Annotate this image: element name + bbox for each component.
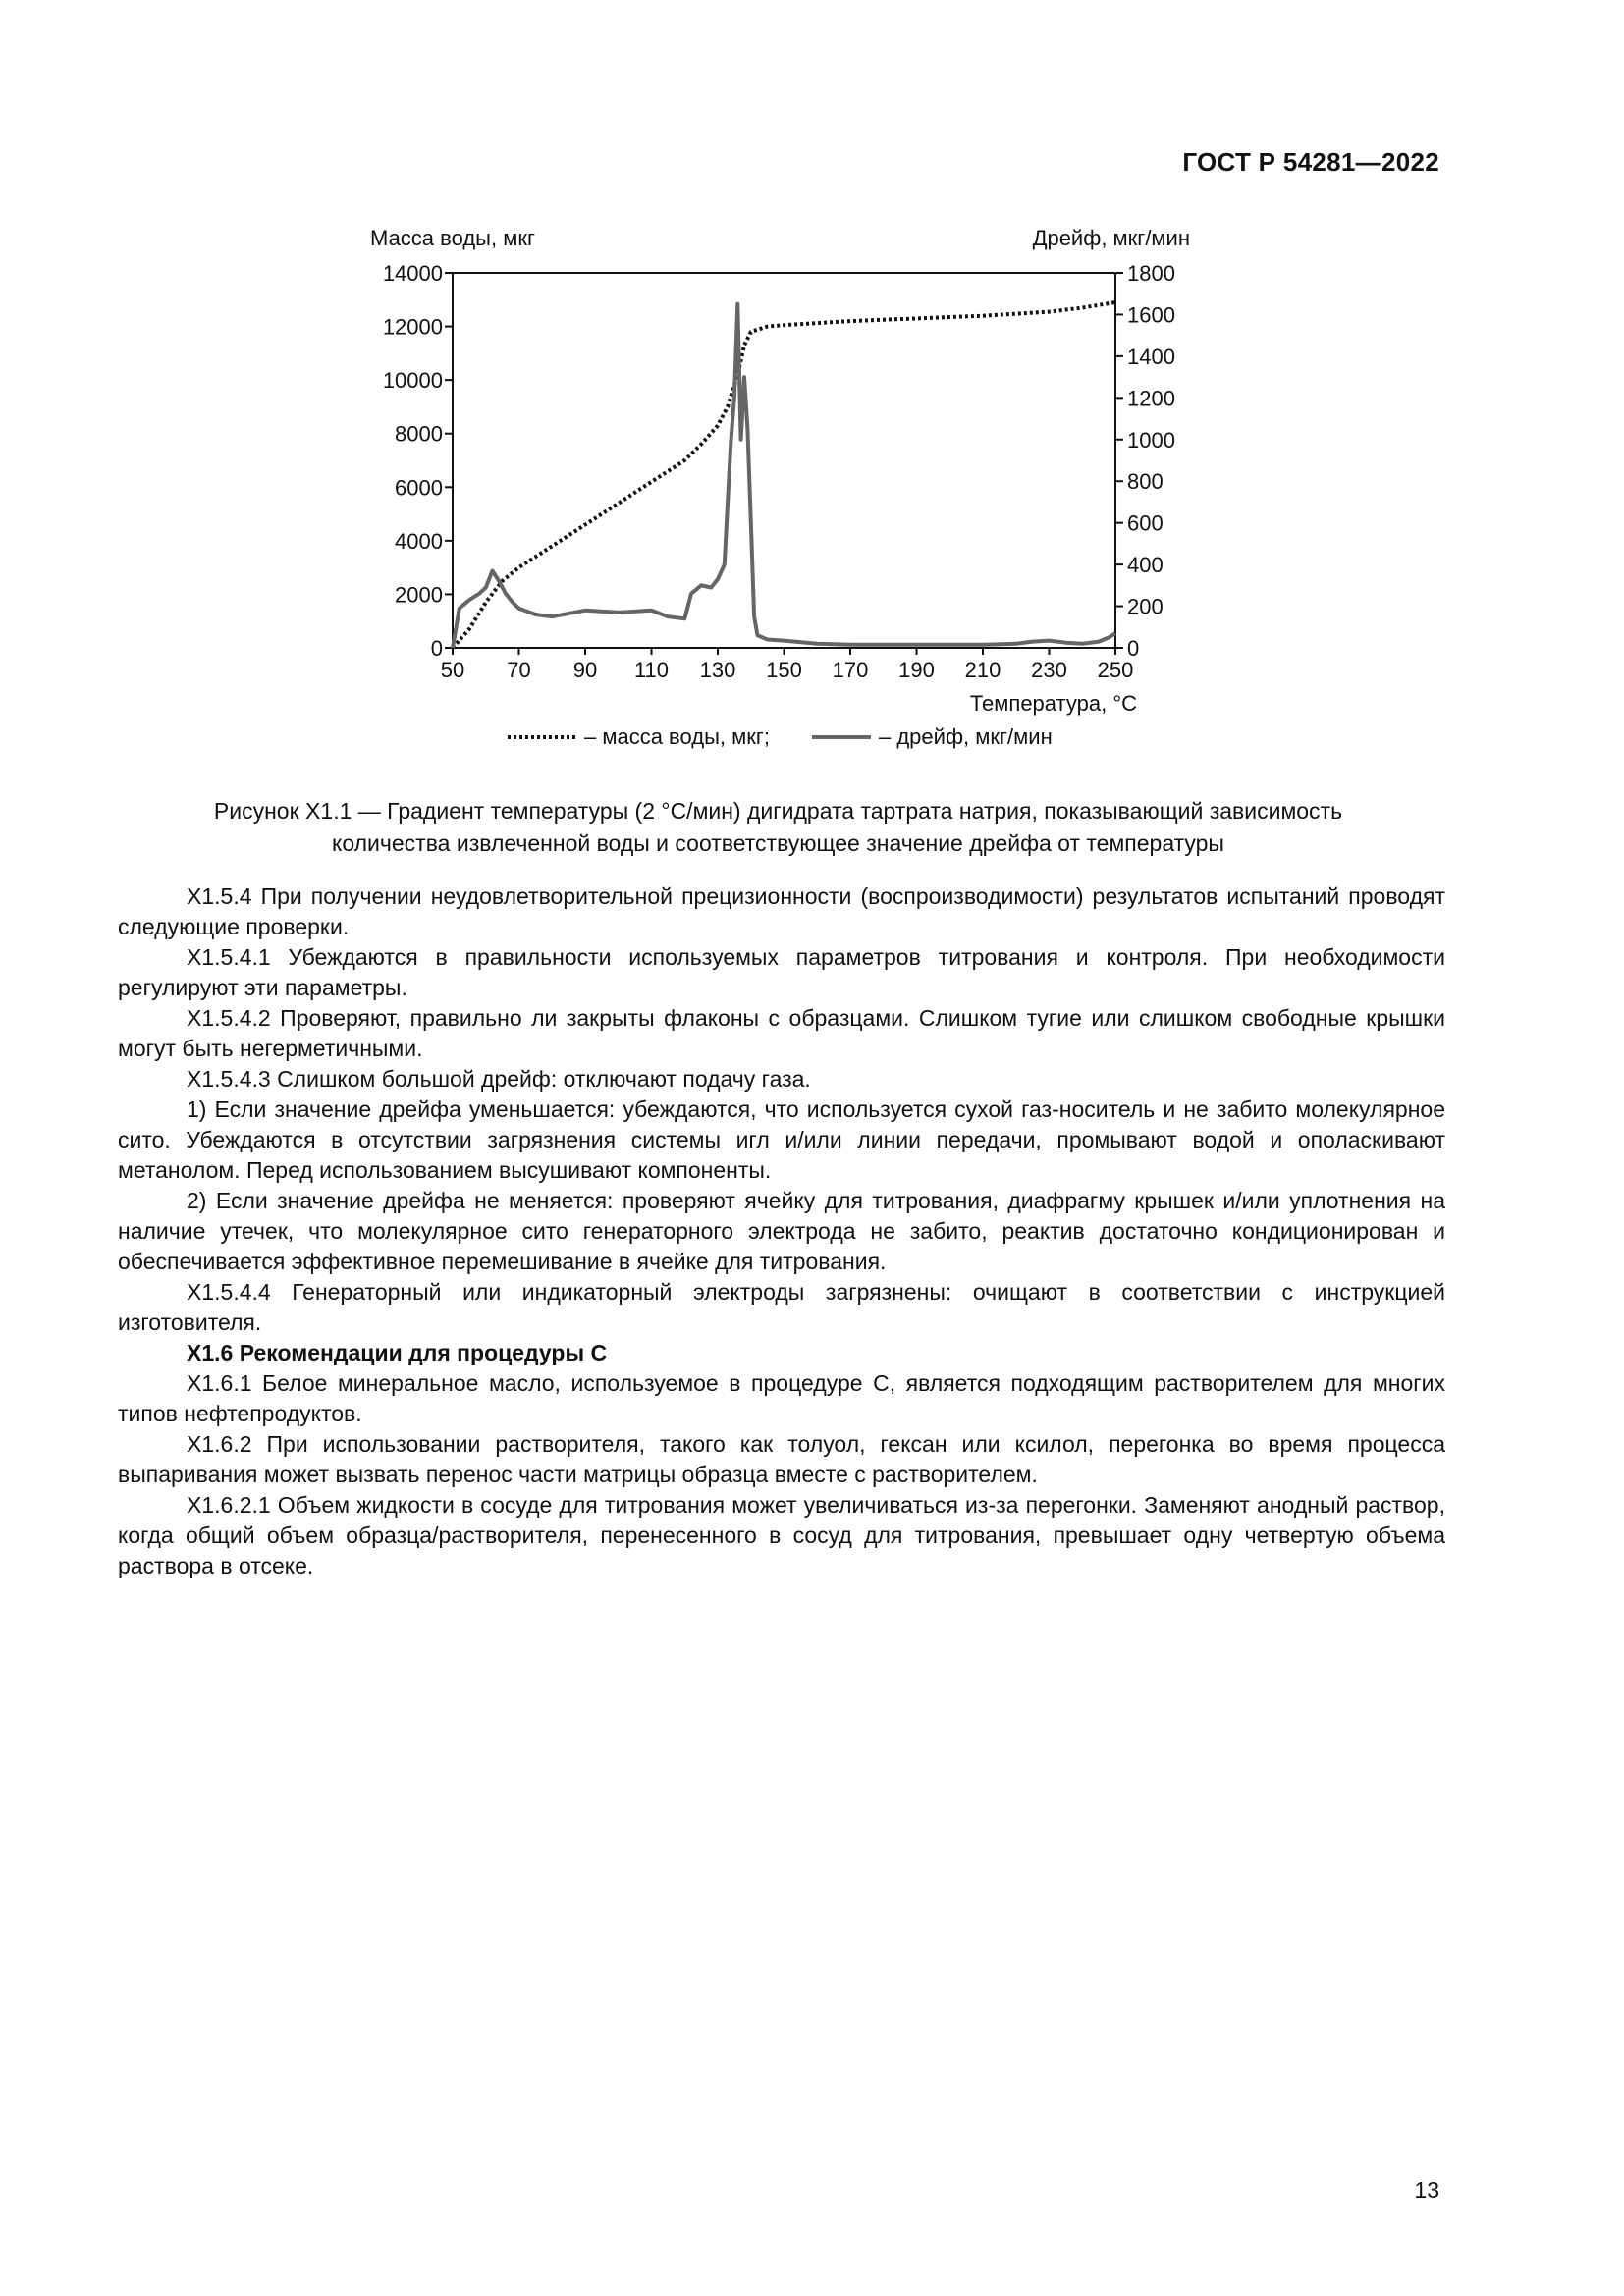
x-tick-label: 130 [699, 658, 736, 682]
drift-series-line [453, 304, 1115, 648]
y-right-tick-label: 1000 [1127, 427, 1175, 453]
y-right-tick-label: 0 [1127, 636, 1140, 661]
document-header: ГОСТ Р 54281—2022 [1182, 147, 1439, 177]
paragraph: X1.6.2.1 Объем жидкости в сосуде для титрования может увеличиваться из-за перегонки. Заменяют анодный раствор, когда общий объем образца/растворителя, перенесенного в сосуд для титрования, превышает одну четвертую объема раствора в отсеке. [118, 1492, 1445, 1578]
paragraph: X1.6.1 Белое минеральное масло, используемое в процедуре C, является подходящим растворителем для многих типов нефтепродуктов. [118, 1370, 1445, 1426]
body-text [118, 881, 1445, 1581]
x-tick-label: 250 [1097, 658, 1134, 682]
section-heading: X1.6 Рекомендации для процедуры C [187, 1340, 608, 1365]
paragraph: X1.5.4 При получении неудовлетворительной прецизионности (воспроизводимости) результатов испытаний проводят следующие проверки. [118, 883, 1445, 939]
caption-line-1: Рисунок X1.1 — Градиент температуры (2 °С/мин) дигидрата тартрата натрия, показывающий зависимость [213, 798, 1343, 824]
y-left-tick-label: 14000 [382, 261, 443, 286]
chart-svg [349, 224, 1193, 774]
y-right-tick-label: 1800 [1127, 261, 1175, 286]
paragraph: X1.5.4.1 Убеждаются в правильности используемых параметров титрования и контроля. При необходимости регулируют эти параметры. [118, 944, 1445, 1000]
paragraph: X1.5.4.3 Слишком большой дрейф: отключают подачу газа. [187, 1066, 811, 1092]
x-tick-label: 190 [898, 658, 935, 682]
figure-chart [349, 224, 1193, 774]
caption-line-2: количества извлеченной воды и соответствующее значение дрейфа от температуры [332, 830, 1224, 856]
x-tick-label: 90 [572, 658, 598, 682]
x-tick-label: 150 [766, 658, 802, 682]
x-tick-label: 170 [832, 658, 869, 682]
paragraph: X1.5.4.2 Проверяют, правильно ли закрыты флаконы с образцами. Слишком тугие или слишком свободные крышки могут быть негерметичными. [118, 1005, 1445, 1061]
y-left-tick-label: 6000 [395, 475, 443, 501]
figure-caption [118, 795, 1438, 860]
paragraph: X1.6.2 При использовании растворителя, такого как толуол, гексан или ксилол, перегонка во время процесса выпаривания может вызвать перенос части матрицы образца вместе с растворителем. [118, 1431, 1445, 1487]
y-right-tick-label: 1200 [1127, 386, 1175, 411]
x-tick-label: 210 [964, 658, 1001, 682]
x-tick-label: 110 [633, 658, 670, 682]
y-left-tick-label: 10000 [382, 368, 443, 394]
paragraph: X1.5.4.4 Генераторный или индикаторный электроды загрязнены: очищают в соответствии с инструкцией изготовителя. [118, 1279, 1445, 1335]
y-right-tick-label: 600 [1127, 510, 1164, 536]
legend-label-water-mass: – масса воды, мкг; [584, 724, 771, 749]
paragraph: 2) Если значение дрейфа не меняется: проверяют ячейку для титрования, диафрагму крышек и/или уплотнения на наличие утечек, что молекулярное сито генераторного электрода не забито, реактив достаточно кондиционирован и обеспечивается эффективное перемешивание в ячейке для титрования. [118, 1188, 1445, 1274]
y-right-tick-label: 1400 [1127, 344, 1175, 369]
y-left-tick-label: 12000 [382, 314, 443, 340]
y-left-tick-label: 0 [430, 636, 443, 661]
y-right-tick-label: 400 [1127, 553, 1164, 578]
y-right-tick-label: 1600 [1127, 302, 1175, 328]
x-tick-label: 50 [440, 658, 465, 682]
x-axis-title: Температура, °С [969, 691, 1137, 716]
paragraph: 1) Если значение дрейфа уменьшается: убеждаются, что используется сухой газ-носитель и не забито молекулярное сито. Убеждаются в отсутствии загрязнения системы игл и/или линии передачи, промывают водой и ополаскивают метанолом. Перед использованием высушивают компоненты. [118, 1096, 1445, 1183]
x-tick-label: 230 [1031, 658, 1067, 682]
y-right-tick-label: 800 [1127, 469, 1164, 495]
y-left-axis-title: Масса воды, мкг [370, 226, 535, 250]
y-right-tick-label: 200 [1127, 594, 1164, 619]
legend-label-drift: – дрейф, мкг/мин [879, 724, 1053, 749]
x-tick-label: 70 [507, 658, 531, 682]
y-right-axis-title: Дрейф, мкг/мин [1032, 226, 1190, 250]
y-left-tick-label: 4000 [395, 528, 443, 554]
y-left-tick-label: 2000 [395, 582, 443, 608]
page-number: 13 [1414, 2177, 1439, 2203]
water-mass-series-line [453, 302, 1115, 648]
y-left-tick-label: 8000 [395, 421, 443, 447]
